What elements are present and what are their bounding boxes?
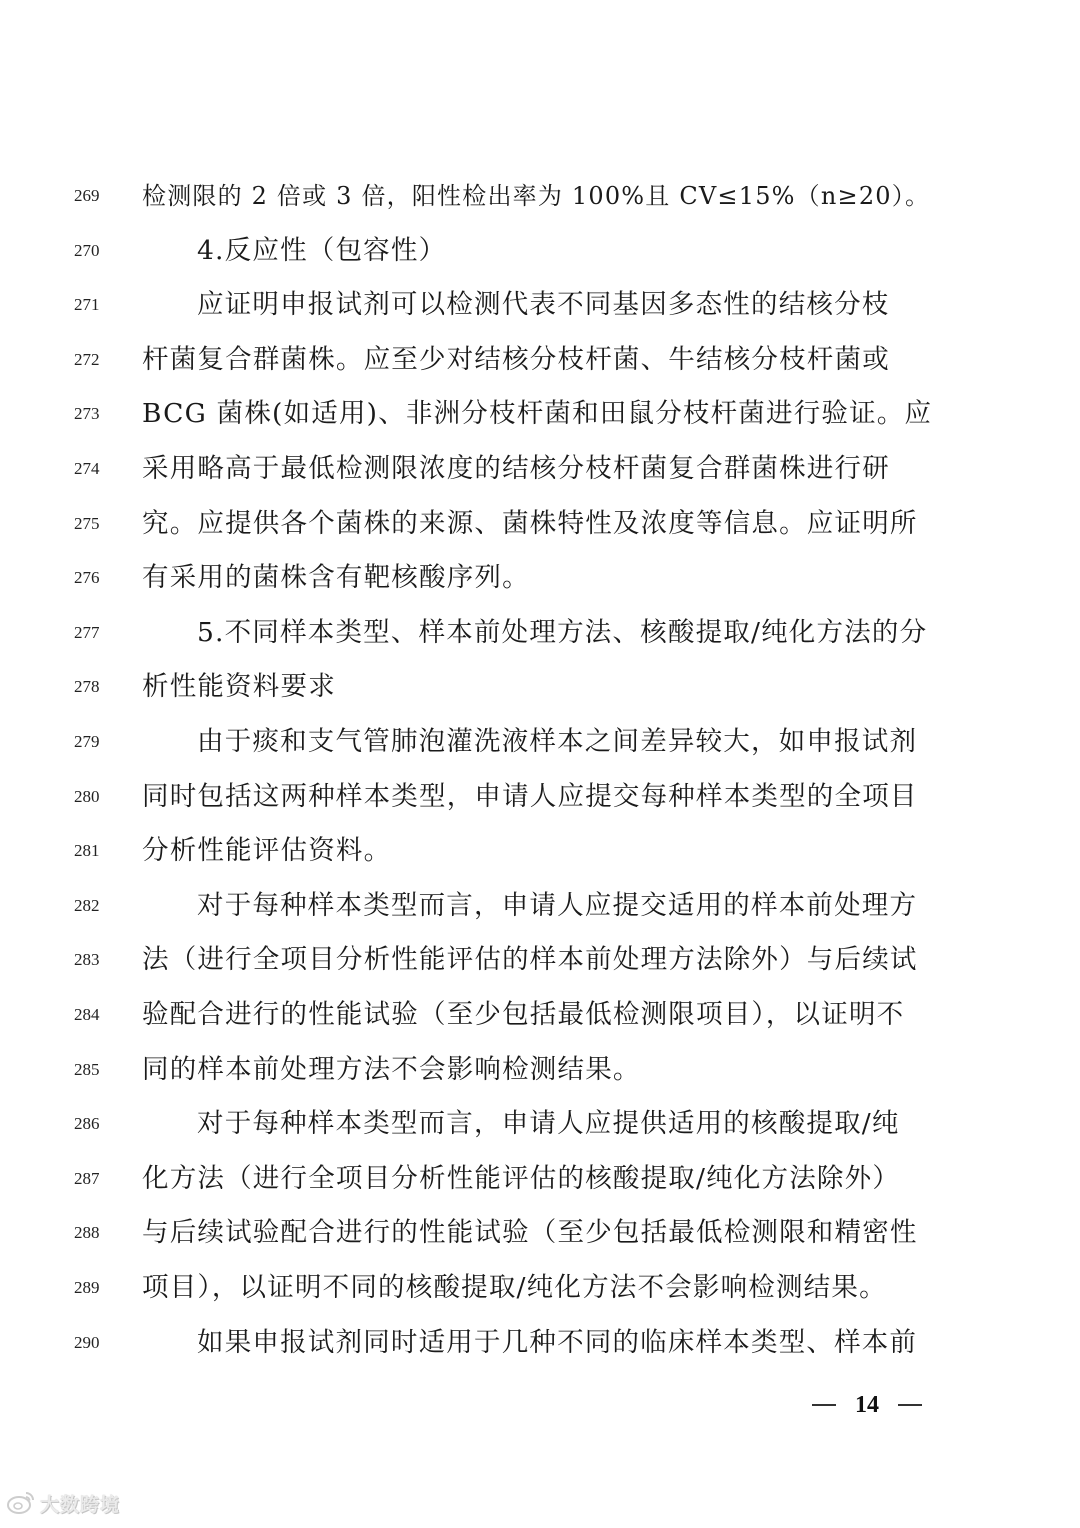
line-number: 288 <box>74 1223 100 1243</box>
line-number: 286 <box>74 1114 100 1134</box>
line-text: 5.不同样本类型、样本前处理方法、核酸提取/纯化方法的分 <box>197 616 928 648</box>
line-number: 287 <box>74 1168 100 1188</box>
document-line <box>0 285 1080 325</box>
line-text: 检测限的 2 倍或 3 倍，阳性检出率为 100%且 CV≤15%（n≥20）。 <box>142 182 931 210</box>
document-line <box>0 1268 1080 1308</box>
footer-dash-right <box>898 1404 922 1406</box>
document-line <box>0 504 1080 544</box>
line-number: 275 <box>74 513 100 533</box>
line-number: 280 <box>74 786 100 806</box>
document-line <box>0 667 1080 707</box>
document-line <box>0 1104 1080 1144</box>
footer-dash-left <box>812 1404 836 1406</box>
weibo-logo-icon <box>6 1490 36 1516</box>
document-line <box>0 940 1080 980</box>
line-text: 4.反应性（包容性） <box>197 234 447 266</box>
line-number: 279 <box>74 732 100 751</box>
document-line <box>0 449 1080 489</box>
line-number: 274 <box>74 459 100 478</box>
page-number: 14 <box>855 1391 879 1418</box>
line-number: 277 <box>74 622 100 642</box>
line-number: 281 <box>74 841 100 861</box>
line-number: 276 <box>74 568 100 588</box>
line-number: 273 <box>74 404 100 424</box>
line-number: 283 <box>74 950 100 970</box>
line-text: 与后续试验配合进行的性能试验（至少包括最低检测限和精密性 <box>142 1217 918 1249</box>
line-text: 析性能资料要求 <box>142 671 336 703</box>
line-number: 278 <box>74 677 100 697</box>
line-text: 采用略高于最低检测限浓度的结核分枝杆菌复合群菌株进行研 <box>142 453 890 484</box>
line-number: 271 <box>74 295 100 315</box>
document-line <box>0 558 1080 598</box>
line-text: BCG 菌株(如适用)、非洲分枝杆菌和田鼠分枝杆菌进行验证。应 <box>142 398 933 430</box>
document-line <box>0 995 1080 1035</box>
line-text: 项目），以证明不同的核酸提取/纯化方法不会影响检测结果。 <box>142 1272 887 1303</box>
line-text: 对于每种样本类型而言，申请人应提供适用的核酸提取/纯 <box>197 1108 900 1140</box>
document-line <box>0 394 1080 434</box>
document-line <box>0 886 1080 926</box>
document-line <box>0 1323 1080 1363</box>
line-number: 282 <box>74 895 100 915</box>
document-line <box>0 1050 1080 1090</box>
document-line <box>0 777 1080 817</box>
line-number: 289 <box>74 1278 100 1297</box>
page-footer <box>812 1388 922 1422</box>
document-line <box>0 1159 1080 1199</box>
document-line <box>0 1213 1080 1253</box>
document-line <box>0 340 1080 380</box>
line-text: 化方法（进行全项目分析性能评估的核酸提取/纯化方法除外） <box>142 1162 901 1194</box>
watermark-text: 大数跨境 <box>40 1493 121 1516</box>
document-line <box>0 231 1080 271</box>
line-text: 同的样本前处理方法不会影响检测结果。 <box>142 1053 641 1085</box>
line-number: 284 <box>74 1005 100 1024</box>
document-line <box>0 613 1080 653</box>
line-text: 由于痰和支气管肺泡灌洗液样本之间差异较大，如申报试剂 <box>197 726 918 757</box>
line-number: 269 <box>74 186 100 205</box>
line-number: 285 <box>74 1059 100 1079</box>
document-line <box>0 722 1080 762</box>
line-text: 对于每种样本类型而言，申请人应提交适用的样本前处理方 <box>197 889 918 921</box>
line-text: 杆菌复合群菌株。应至少对结核分枝杆菌、牛结核分枝杆菌或 <box>142 343 890 375</box>
line-text: 究。应提供各个菌株的来源、菌株特性及浓度等信息。应证明所 <box>142 507 918 539</box>
line-text: 应证明申报试剂可以检测代表不同基因多态性的结核分枝 <box>197 289 890 321</box>
line-text: 有采用的菌株含有靶核酸序列。 <box>142 562 530 594</box>
line-text: 分析性能评估资料。 <box>142 835 392 867</box>
document-line <box>0 831 1080 871</box>
watermark <box>6 1488 120 1518</box>
line-number: 270 <box>74 240 100 260</box>
line-text: 验配合进行的性能试验（至少包括最低检测限项目），以证明不 <box>142 999 905 1030</box>
document-line <box>0 176 1080 216</box>
line-number: 290 <box>74 1332 100 1352</box>
line-number: 272 <box>74 349 100 369</box>
line-text: 法（进行全项目分析性能评估的样本前处理方法除外）与后续试 <box>142 944 918 976</box>
line-text: 如果申报试剂同时适用于几种不同的临床样本类型、样本前 <box>197 1326 918 1358</box>
line-text: 同时包括这两种样本类型，申请人应提交每种样本类型的全项目 <box>142 780 918 812</box>
